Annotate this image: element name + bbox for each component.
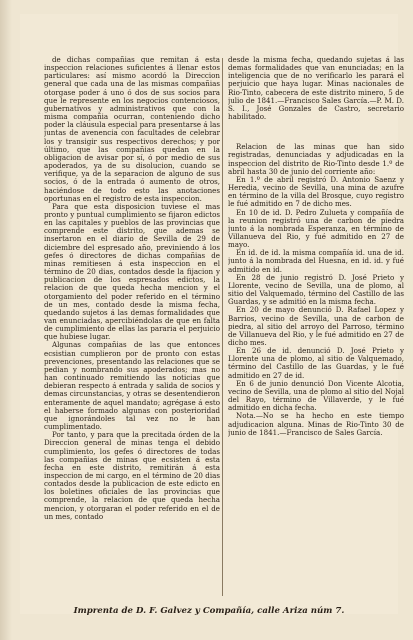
left-column <box>44 56 220 594</box>
relacion-entry-2: En 10 de id. D. Pedro Zulueta y compañía de la reunion registró una de carbon de piedra junto á la nombrada Esperanza, en término de Villanueva del Rio, y fué admitido en 27 de mayo. <box>228 207 404 250</box>
relacion-entry-6: En 26 de id. denunció D. José Prieto y Llorente una de plomo, al sitio de Valquemado, término del Castillo de las Guardas, y le fué admitido en 27 de id. <box>228 346 404 380</box>
left-paragraph-1: de dichas compañias que remitan á esta inspeccion relaciones suficientes á llenar estos particulares: así mismo acordó la Direccion general que cada una de las mismas compañias otorgase poder á uno ó dos de sus socios para que le represente en los negocios contenciosos, gubernativos y administrativos que con la misma compañia ocurran, conteniendo dicho poder la cláusula especial para presentarse á las juntas de avenencia con facultades de celebrar los y transigir sus respectivos derechos; y por último, que las compañias quedan en la obligacion de avisar por sí, ó por medio de sus apoderados, ya de su disolucion, cuando se verifique, ya de la separacion de alguno de sus socios, ó de la entrada ó aumento de otros, haciéndose de todo esto las anotaciones oportunas en el registro de esta inspeccion. <box>44 56 220 203</box>
document-page <box>20 14 404 614</box>
relacion-entry-1: En 1.º de abril registró D. Antonio Saenz y Heredia, vecino de Sevilla, una mina de azufre en término de la villa del Brosque, cuyo registro le fué admitido en 7 de dicho mes. <box>228 174 404 209</box>
relacion-nota: Nota.—No se ha hecho en este tiempo adjudicacion alguna. Minas de Rio-Tinto 30 de junio de 1841.—Francisco de Sales García. <box>228 411 404 437</box>
left-paragraph-4: Por tanto, y para que la precitada órden de la Direccion general de minas tenga el debido cumplimiento, los gefes ó directores de todas las compañias de minas que ecsisten á esta fecha en este distrito, remitirán á esta inspeccion de mi cargo, en el término de 20 dias contados desde la publicacion de este edicto en los boletines oficiales de las provincias que comprende, la relacion de que queda hecha mencion, y otorgaran el poder referido en el de un mes, contado <box>44 430 220 521</box>
right-paragraph-1: desde la misma fecha, quedando sujetas á las demas formalidades que van enunciadas; en la inteligencia que de no verificarlo les parará el perjuicio que haya lugar. Minas nacionales de Rio-Tinto, cabecera de este distrito minero, 5 de julio de 1841.—Francisco Sales García.—P. M. D. S. I., José Gonzales de Castro, secretario habilitado. <box>228 56 404 122</box>
relacion-entry-4: En 28 de junio registró D. José Prieto y Llorente, vecino de Sevilla, una de plomo, al sitio del Valquemado, término del Castillo de las Guardas, y se admitió en la misma fecha. <box>228 272 404 307</box>
relacion-entry-5: En 20 de mayo denunció D. Rafael Lopez y Barrios, vecino de Sevilla, una de carbon de piedra, al sitio del arroyo del Parroso, término de Villanueva del Rio, y le fué admitido en 27 de dicho mes. <box>228 305 404 347</box>
relacion-entry-7: En 6 de junio denunció Don Vicente Alcotia, vecino de Sevilla, una de plomo al sitio del Nojal del Rayo, término de Villaverde, y le fué admitido en dicha fecha. <box>228 378 404 413</box>
left-paragraph-3: Algunas compañias de las que entonces ecsistian cumplieron por de pronto con estas prevenciones, presentando las relaciones que se pedian y nombrando sus apoderados; mas no han continuado remitiendo las noticias que debieran respecto á entrada y salida de socios y demas circunstancias, y otras se desentendieron enteramente de aquel mandato; agrégase á esto el haberse formado algunas con posterioridad que ignorándoles tal vez no le han cumplimentado. <box>44 340 220 432</box>
relacion-heading: Relacion de las minas que han sido registradas, denunciadas y adjudicadas en la inspeccion del distrito de Rio-Tinto desde 1.º de abril hasta 30 de junio del corriente año: <box>228 142 404 176</box>
column-divider <box>222 58 223 596</box>
printer-imprint: Imprenta de D. F. Galvez y Compañía, calle Ariza núm 7. <box>73 606 345 616</box>
section-gap <box>228 121 404 143</box>
page-spine-shadow <box>0 0 12 640</box>
right-column <box>228 56 404 594</box>
left-paragraph-2: Para que esta disposicion tuviese el mas pronto y puntual cumplimiento se fijaron edictos en las capitales y pueblos de las provincias que comprende este distrito, que ademas se insertaron en el diario de Sevilla de 29 de diciembre del espresado año, previniendo á los gefes ó directores de dichas compañias de minas remitiesen á esta inspeccion en el término de 20 dias, contados desde la fijacion y publicacion de los espresados edictos, la relacion de que queda hecha mencion y el otorgamiento del poder referido en el término de un mes, contado desde la misma fecha, quedando sujetos á las demas formalidades que van enunciadas, apercibiéndolas de que en falta de cumplimiento de ellas las pararia el perjuicio que hubiese lugar. <box>44 201 220 342</box>
relacion-entry-3: En id. de id. la misma compañía id. una de id. junto á la nombrada del Huesna, en id. id. y fué admitido en id. <box>228 248 404 274</box>
